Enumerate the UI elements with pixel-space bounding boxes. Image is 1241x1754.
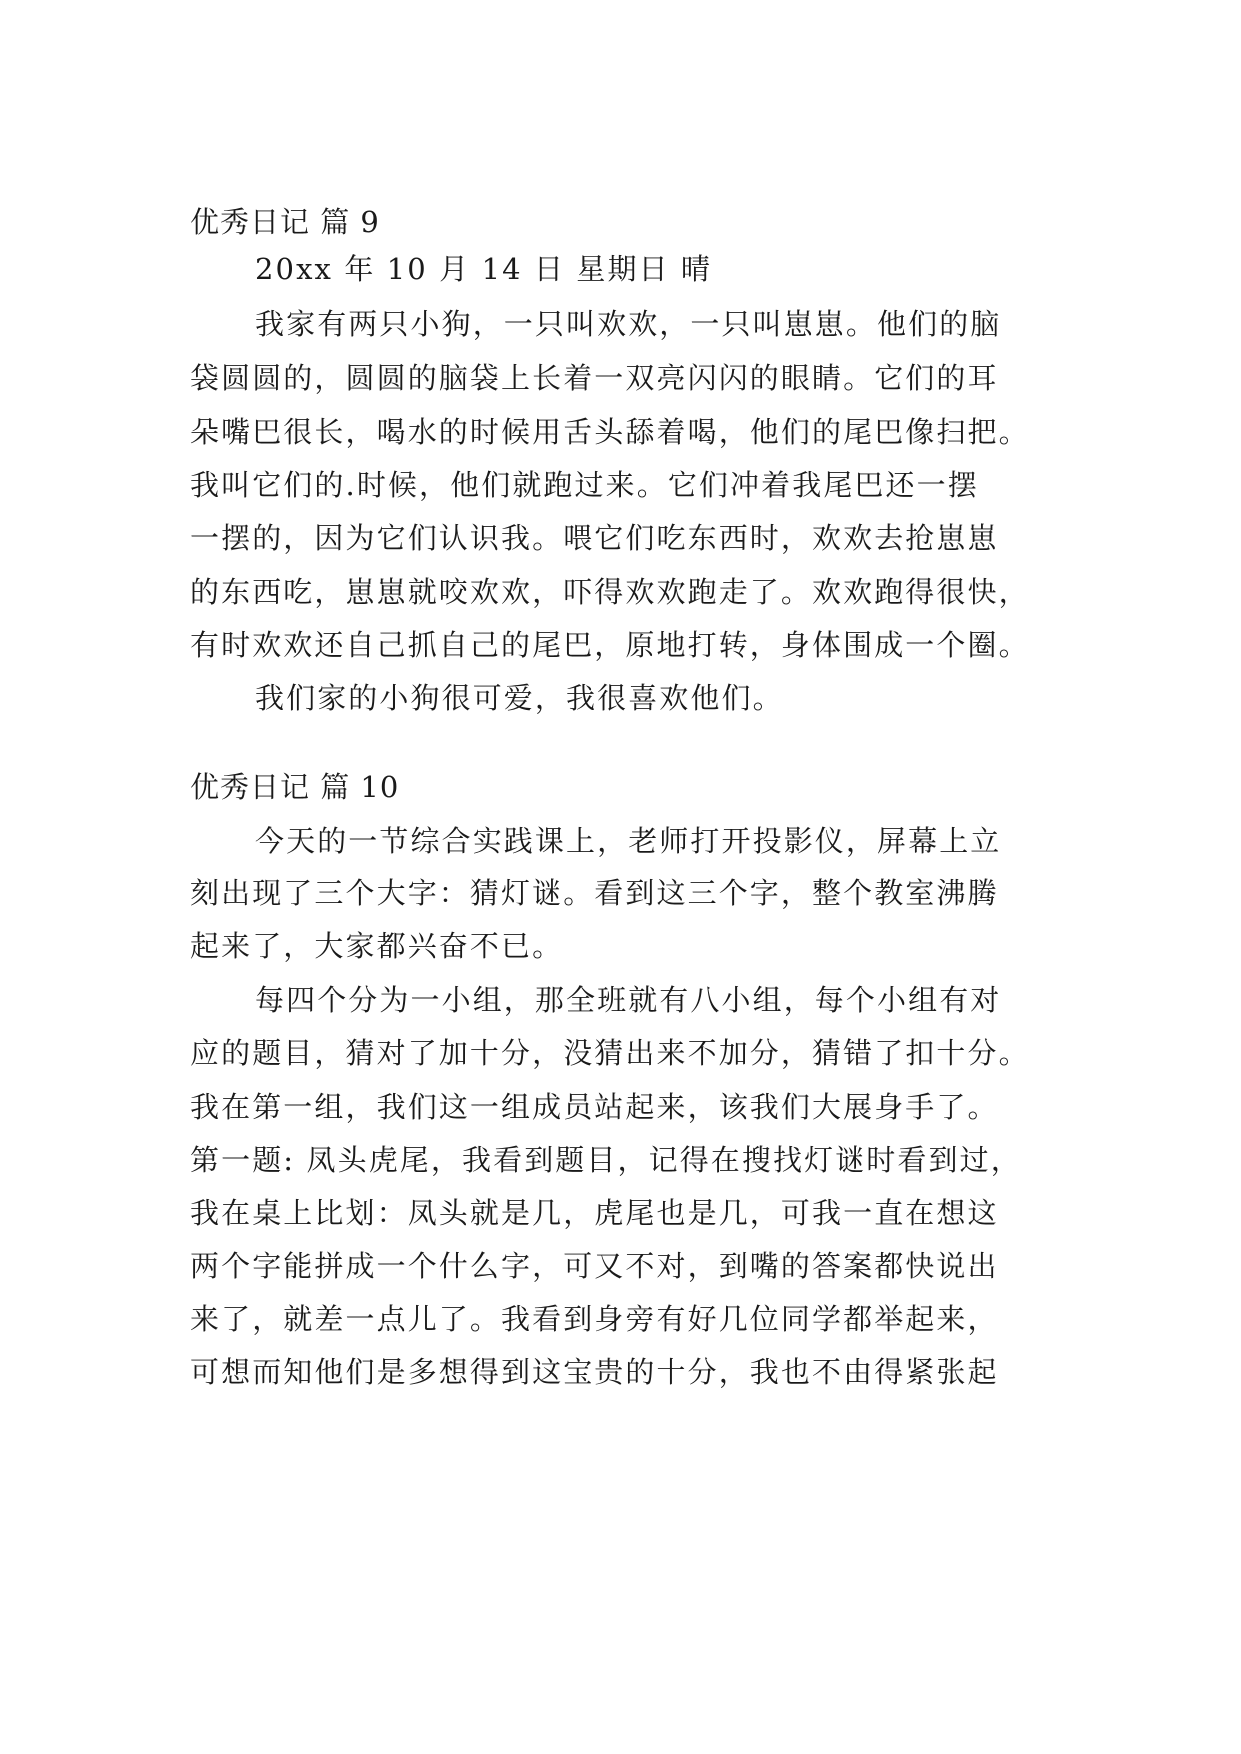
paragraph-line: 应的题目，猜对了加十分，没猜出来不加分，猜错了扣十分。 [190, 1036, 1030, 1070]
paragraph-line: 今天的一节综合实践课上，老师打开投影仪，屏幕上立 [255, 824, 1002, 858]
section-title: 优秀日记 篇 9 [190, 205, 380, 239]
date-line: 20xx 年 10 月 14 日 星期日 晴 [255, 252, 713, 286]
paragraph-line: 一摆的，因为它们认识我。喂它们吃东西时，欢欢去抢崽崽 [190, 521, 999, 555]
paragraph-line: 的东西吃，崽崽就咬欢欢，吓得欢欢跑走了。欢欢跑得很快， [190, 575, 1030, 609]
section-title: 优秀日记 篇 10 [190, 770, 400, 804]
paragraph-line: 我在第一组，我们这一组成员站起来，该我们大展身手了。 [190, 1090, 999, 1124]
paragraph-line: 有时欢欢还自己抓自己的尾巴，原地打转，身体围成一个圈。 [190, 628, 1030, 662]
paragraph-line: 来了，就差一点儿了。我看到身旁有好几位同学都举起来， [190, 1302, 999, 1336]
paragraph-line: 我叫它们的.时候，他们就跑过来。它们冲着我尾巴还一摆 [190, 468, 979, 502]
paragraph-line: 我家有两只小狗，一只叫欢欢，一只叫崽崽。他们的脑 [255, 307, 1002, 341]
paragraph-line: 起来了，大家都兴奋不已。 [190, 929, 564, 963]
paragraph-line: 可想而知他们是多想得到这宝贵的十分，我也不由得紧张起 [190, 1355, 999, 1389]
paragraph-line: 每四个分为一小组，那全班就有八小组，每个小组有对 [255, 983, 1002, 1017]
paragraph-line: 第一题: 凤头虎尾，我看到题目，记得在搜找灯谜时看到过， [190, 1143, 1022, 1177]
paragraph-line: 我们家的小狗很可爱，我很喜欢他们。 [255, 681, 784, 715]
paragraph-line: 朵嘴巴很长，喝水的时候用舌头舔着喝，他们的尾巴像扫把。 [190, 415, 1030, 449]
paragraph-line: 袋圆圆的，圆圆的脑袋上长着一双亮闪闪的眼睛。它们的耳 [190, 361, 999, 395]
paragraph-line: 两个字能拼成一个什么字，可又不对，到嘴的答案都快说出 [190, 1249, 999, 1283]
paragraph-line: 我在桌上比划：凤头就是几，虎尾也是几，可我一直在想这 [190, 1196, 999, 1230]
paragraph-line: 刻出现了三个大字：猜灯谜。看到这三个字，整个教室沸腾 [190, 876, 999, 910]
